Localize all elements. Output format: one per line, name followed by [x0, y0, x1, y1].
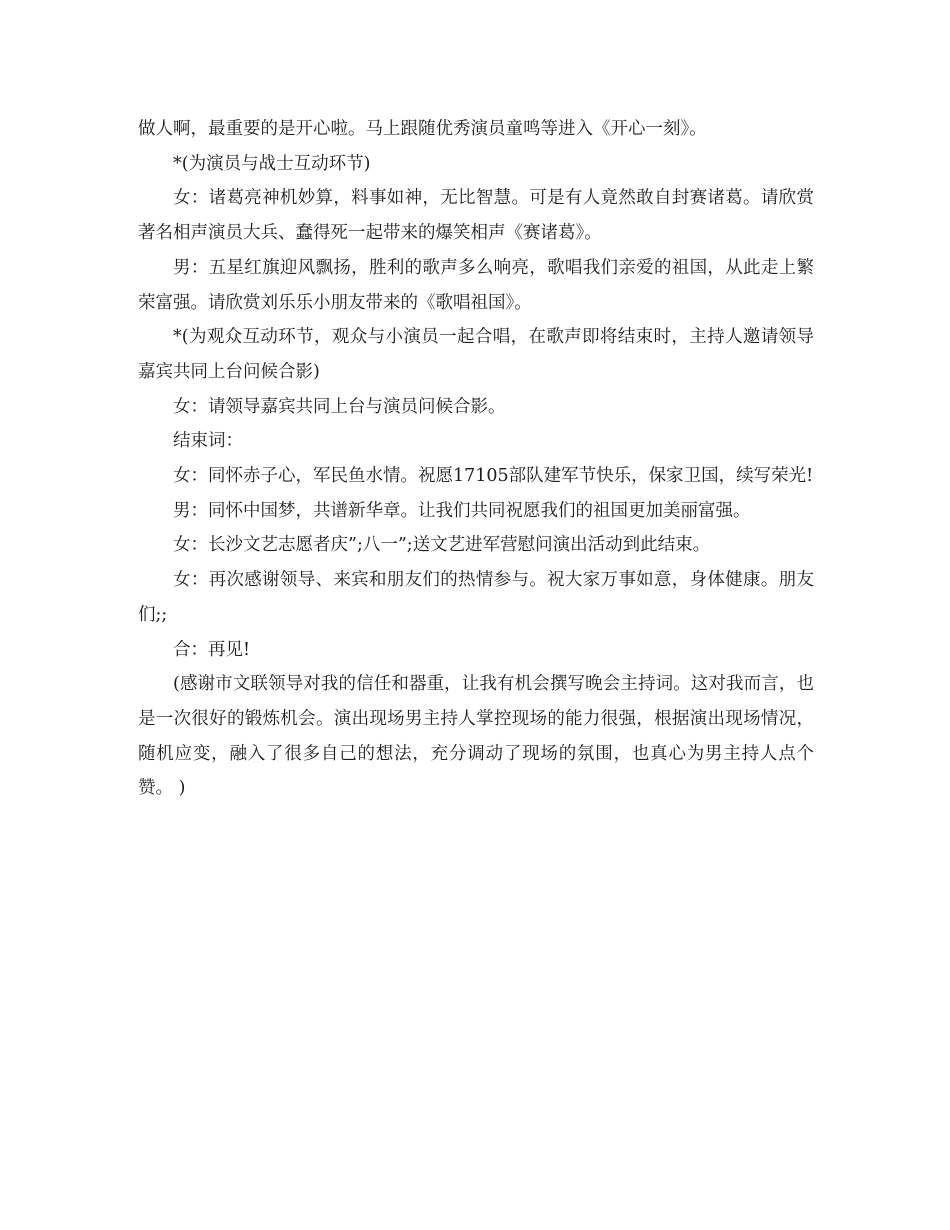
paragraph-female-host: 女：诸葛亮神机妙算，料事如神，无比智慧。可是有人竟然敢自封赛诸葛。请欣赏著名相声演员大兵、蠢得死一起带来的爆笑相声《赛诸葛》。 — [138, 188, 814, 244]
paragraph-female-host: 女：请领导嘉宾共同上台与演员问候合影。 — [173, 396, 506, 417]
document-body — [138, 112, 814, 806]
paragraph-male-host: 男：五星红旗迎风飘扬，胜利的歌声多么响亮，歌唱我们亲爱的祖国，从此走上繁荣富强。请欣赏刘乐乐小朋友带来的《歌唱祖国》。 — [138, 257, 814, 313]
paragraph-continuation: 做人啊，最重要的是开心啦。马上跟随优秀演员童鸣等进入《开心一刻》。 — [138, 119, 707, 139]
paragraph-female-host: 女：同怀赤子心，军民鱼水情。祝愿17105部队建军节快乐，保家卫国，续写荣光! — [173, 466, 814, 487]
paragraph-stage-note: *(为观众互动环节，观众与小演员一起合唱，在歌声即将结束时，主持人邀请领导嘉宾共同上台问候合影) — [138, 327, 814, 382]
paragraph-female-host: 女：长沙文艺志愿者庆”;八一”;送文艺进军营慰问演出活动到此结束。 — [173, 535, 711, 556]
paragraph-together: 合：再见! — [173, 639, 251, 660]
paragraph-female-host: 女：再次感谢领导、来宾和朋友们的热情参与。祝大家万事如意，身体健康。朋友们;; — [138, 570, 814, 625]
paragraph-afterword: (感谢市文联领导对我的信任和器重，让我有机会撰写晚会主持词。这对我而言，也是一次很好的锻炼机会。演出现场男主持人掌控现场的能力很强，根据演出现场情况，随机应变，融入了很多自己的想法，充分调动了现场的氛围，也真心为男主持人点个赞。 ) — [138, 674, 814, 799]
paragraph-male-host: 男：同怀中国梦，共谱新华章。让我们共同祝愿我们的祖国更加美丽富强。 — [173, 500, 751, 521]
section-heading-closing: 结束词： — [173, 431, 243, 452]
paragraph-stage-note: *(为演员与战士互动环节) — [173, 153, 371, 174]
